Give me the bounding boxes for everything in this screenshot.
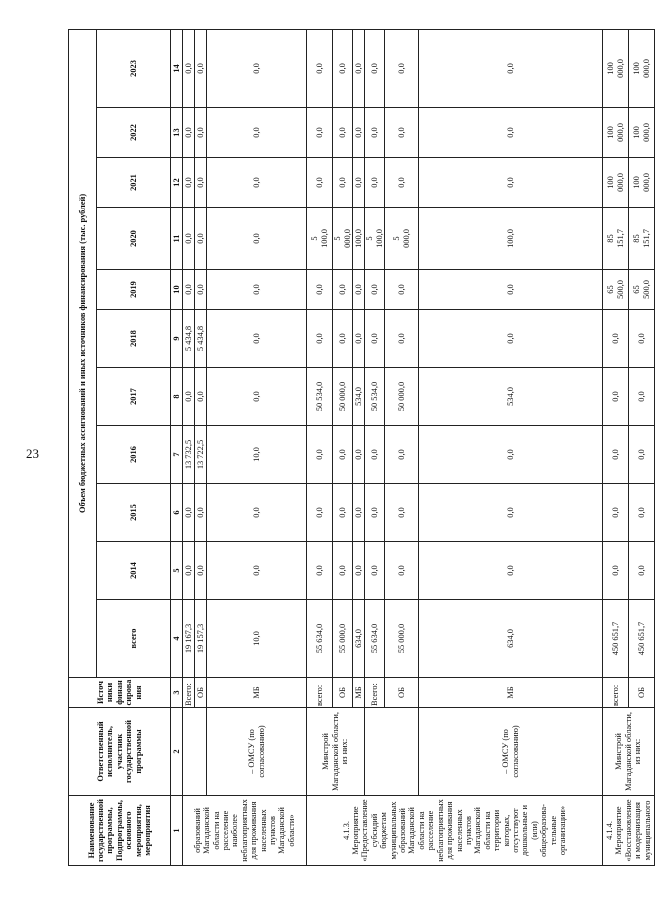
col-number: 2 bbox=[171, 708, 183, 796]
cell-value: 0,0 bbox=[419, 270, 603, 310]
cell-value: 0,0 bbox=[195, 484, 207, 542]
cell-value: 5 000,0 bbox=[333, 208, 353, 270]
cell-value: 100 000,0 bbox=[629, 108, 655, 158]
cell-value: 0,0 bbox=[629, 542, 655, 600]
cell-value: 13 722,5 bbox=[195, 426, 207, 484]
cell-value: 5 434,8 bbox=[195, 310, 207, 368]
cell-value: 0,0 bbox=[419, 542, 603, 600]
cell-value: 0,0 bbox=[307, 484, 333, 542]
col-number: 14 bbox=[171, 29, 183, 107]
cell-value: 100 000,0 bbox=[603, 158, 629, 208]
cell-value: 19 157,3 bbox=[195, 600, 207, 678]
header-year: 2016 bbox=[97, 426, 171, 484]
header-year: 2023 bbox=[97, 29, 171, 107]
row-source: всего: bbox=[307, 678, 333, 708]
cell-value: 0,0 bbox=[183, 484, 195, 542]
row-source: Всего: bbox=[365, 678, 385, 708]
cell-value: 0,0 bbox=[333, 270, 353, 310]
table-row bbox=[183, 29, 195, 865]
header-year: 2019 bbox=[97, 270, 171, 310]
row-name: образований Магаданской области на расселение наиболее неблагоприятных для проживания населенных пунктов Магаданской области» bbox=[183, 796, 307, 866]
cell-value: 0,0 bbox=[353, 310, 365, 368]
cell-value: 0,0 bbox=[385, 108, 419, 158]
header-year: 2020 bbox=[97, 208, 171, 270]
cell-value: 0,0 bbox=[195, 368, 207, 426]
financing-table bbox=[68, 29, 655, 866]
table-row bbox=[603, 29, 629, 865]
cell-value: 85 151,7 bbox=[629, 208, 655, 270]
col-number: 6 bbox=[171, 484, 183, 542]
cell-value: 0,0 bbox=[207, 270, 307, 310]
table-row bbox=[307, 29, 333, 865]
cell-value: 100 000,0 bbox=[629, 29, 655, 107]
cell-value: 0,0 bbox=[385, 542, 419, 600]
header-year: 2015 bbox=[97, 484, 171, 542]
row-source: ОБ bbox=[629, 678, 655, 708]
cell-value: 450 651,7 bbox=[629, 600, 655, 678]
cell-value: 0,0 bbox=[365, 108, 385, 158]
cell-value: 0,0 bbox=[419, 484, 603, 542]
cell-value: 55 000,0 bbox=[385, 600, 419, 678]
col-number: 13 bbox=[171, 108, 183, 158]
cell-value: 0,0 bbox=[419, 426, 603, 484]
cell-value: 100 000,0 bbox=[629, 158, 655, 208]
cell-value: 0,0 bbox=[183, 542, 195, 600]
cell-value: 0,0 bbox=[353, 270, 365, 310]
cell-value: 55 634,0 bbox=[307, 600, 333, 678]
page-number: 23 bbox=[26, 446, 39, 461]
cell-value: 0,0 bbox=[207, 208, 307, 270]
cell-value: 0,0 bbox=[307, 158, 333, 208]
cell-value: 0,0 bbox=[333, 426, 353, 484]
cell-value: 19 167,3 bbox=[183, 600, 195, 678]
col-number: 7 bbox=[171, 426, 183, 484]
cell-value: 0,0 bbox=[333, 29, 353, 107]
cell-value: 0,0 bbox=[385, 310, 419, 368]
cell-value: 0,0 bbox=[353, 158, 365, 208]
row-source: МБ bbox=[419, 678, 603, 708]
row-executor: – ОМСУ (по согласованию) bbox=[207, 708, 307, 796]
cell-value: 0,0 bbox=[385, 426, 419, 484]
col-number: 3 bbox=[171, 678, 183, 708]
cell-value: 0,0 bbox=[353, 542, 365, 600]
cell-value: 0,0 bbox=[333, 484, 353, 542]
header-year: 2017 bbox=[97, 368, 171, 426]
table-row bbox=[207, 29, 307, 865]
header-volume: Объем бюджетных ассигнований и иных источников финансирования (тыс. рублей) bbox=[69, 29, 97, 677]
cell-value: 0,0 bbox=[183, 270, 195, 310]
row-executor bbox=[365, 708, 419, 796]
cell-value: 100 000,0 bbox=[603, 108, 629, 158]
cell-value: 0,0 bbox=[603, 310, 629, 368]
cell-value: 534,0 bbox=[419, 368, 603, 426]
table-row bbox=[419, 29, 603, 865]
cell-value: 0,0 bbox=[419, 158, 603, 208]
cell-value: 0,0 bbox=[183, 108, 195, 158]
header-total: всего bbox=[97, 600, 171, 678]
cell-value: 5 100,0 bbox=[365, 208, 385, 270]
cell-value: 0,0 bbox=[365, 310, 385, 368]
rotated-table-page bbox=[68, 30, 652, 866]
cell-value: 0,0 bbox=[365, 158, 385, 208]
col-number: 9 bbox=[171, 310, 183, 368]
cell-value: 5 434,8 bbox=[183, 310, 195, 368]
cell-value: 0,0 bbox=[385, 270, 419, 310]
cell-value: 0,0 bbox=[629, 484, 655, 542]
cell-value: 100 000,0 bbox=[603, 29, 629, 107]
row-source: Всего: bbox=[183, 678, 195, 708]
cell-value: 10,0 bbox=[207, 600, 307, 678]
cell-value: 0,0 bbox=[353, 29, 365, 107]
cell-value: 450 651,7 bbox=[603, 600, 629, 678]
header-executor: Ответственный исполнитель, участник государственной программы bbox=[69, 708, 171, 796]
cell-value: 0,0 bbox=[365, 426, 385, 484]
row-name: 4.1.3. Мероприятие «Предоставление субсидий бюджетам муниципальных образований Магаданской области на расселение неблагоприятных для проживания населенных пунктов Магаданской области на территории которых, отсутствуют дошкольные и (или) общеобразова-тельные организации» bbox=[307, 796, 603, 866]
row-name: 4.1.4. Мероприятие «Восстановление и модернизация муниципального bbox=[603, 796, 655, 866]
cell-value: 0,0 bbox=[195, 270, 207, 310]
cell-value: 0,0 bbox=[353, 484, 365, 542]
cell-value: 65 500,0 bbox=[629, 270, 655, 310]
cell-value: 0,0 bbox=[195, 108, 207, 158]
cell-value: 0,0 bbox=[629, 310, 655, 368]
header-year: 2014 bbox=[97, 542, 171, 600]
cell-value: 0,0 bbox=[365, 484, 385, 542]
cell-value: 534,0 bbox=[353, 368, 365, 426]
col-number: 1 bbox=[171, 796, 183, 866]
cell-value: 634,0 bbox=[353, 600, 365, 678]
cell-value: 100,0 bbox=[419, 208, 603, 270]
row-executor: Минстрой Магаданской области, из них: bbox=[603, 708, 655, 796]
header-year: 2022 bbox=[97, 108, 171, 158]
col-number: 10 bbox=[171, 270, 183, 310]
cell-value: 0,0 bbox=[333, 108, 353, 158]
cell-value: 0,0 bbox=[333, 310, 353, 368]
cell-value: 0,0 bbox=[183, 368, 195, 426]
table-row bbox=[365, 29, 385, 865]
cell-value: 0,0 bbox=[207, 368, 307, 426]
col-number: 4 bbox=[171, 600, 183, 678]
cell-value: 0,0 bbox=[307, 426, 333, 484]
row-source: МБ bbox=[207, 678, 307, 708]
row-executor: Минстрой Магаданской области, из них: bbox=[307, 708, 365, 796]
cell-value: 10,0 bbox=[207, 426, 307, 484]
cell-value: 0,0 bbox=[307, 542, 333, 600]
cell-value: 0,0 bbox=[353, 426, 365, 484]
header-year: 2018 bbox=[97, 310, 171, 368]
header-name: Наименование государственной программы, Подпрограммы, основного мероприятия, мероприятия bbox=[69, 796, 171, 866]
cell-value: 50 000,0 bbox=[333, 368, 353, 426]
cell-value: 0,0 bbox=[603, 368, 629, 426]
cell-value: 50 534,0 bbox=[365, 368, 385, 426]
cell-value: 0,0 bbox=[419, 310, 603, 368]
cell-value: 0,0 bbox=[603, 426, 629, 484]
cell-value: 0,0 bbox=[629, 368, 655, 426]
row-source: ОБ bbox=[333, 678, 353, 708]
cell-value: 0,0 bbox=[333, 158, 353, 208]
cell-value: 0,0 bbox=[365, 542, 385, 600]
col-number: 12 bbox=[171, 158, 183, 208]
cell-value: 5 000,0 bbox=[385, 208, 419, 270]
cell-value: 5 100,0 bbox=[307, 208, 333, 270]
cell-value: 13 732,5 bbox=[183, 426, 195, 484]
cell-value: 85 151,7 bbox=[603, 208, 629, 270]
cell-value: 0,0 bbox=[419, 29, 603, 107]
cell-value: 0,0 bbox=[195, 29, 207, 107]
cell-value: 0,0 bbox=[603, 484, 629, 542]
cell-value: 0,0 bbox=[195, 542, 207, 600]
cell-value: 50 534,0 bbox=[307, 368, 333, 426]
cell-value: 0,0 bbox=[385, 29, 419, 107]
cell-value: 0,0 bbox=[629, 426, 655, 484]
cell-value: 0,0 bbox=[183, 158, 195, 208]
cell-value: 0,0 bbox=[307, 29, 333, 107]
cell-value: 100,0 bbox=[353, 208, 365, 270]
header-source: Источники финансирования bbox=[69, 678, 171, 708]
row-source: МБ bbox=[353, 678, 365, 708]
cell-value: 0,0 bbox=[183, 208, 195, 270]
cell-value: 0,0 bbox=[419, 108, 603, 158]
header-year: 2021 bbox=[97, 158, 171, 208]
cell-value: 0,0 bbox=[207, 484, 307, 542]
row-source: ОБ bbox=[385, 678, 419, 708]
cell-value: 0,0 bbox=[195, 158, 207, 208]
col-number: 8 bbox=[171, 368, 183, 426]
cell-value: 0,0 bbox=[365, 270, 385, 310]
cell-value: 0,0 bbox=[183, 29, 195, 107]
row-source: всего: bbox=[603, 678, 629, 708]
cell-value: 0,0 bbox=[353, 108, 365, 158]
row-source: ОБ bbox=[195, 678, 207, 708]
cell-value: 55 634,0 bbox=[365, 600, 385, 678]
cell-value: 0,0 bbox=[207, 29, 307, 107]
row-executor bbox=[183, 708, 207, 796]
cell-value: 55 000,0 bbox=[333, 600, 353, 678]
cell-value: 50 000,0 bbox=[385, 368, 419, 426]
cell-value: 65 500,0 bbox=[603, 270, 629, 310]
row-executor: – ОМСУ (по согласованию) bbox=[419, 708, 603, 796]
col-number: 5 bbox=[171, 542, 183, 600]
cell-value: 0,0 bbox=[307, 310, 333, 368]
col-number: 11 bbox=[171, 208, 183, 270]
cell-value: 0,0 bbox=[207, 158, 307, 208]
cell-value: 0,0 bbox=[307, 108, 333, 158]
cell-value: 0,0 bbox=[333, 542, 353, 600]
cell-value: 0,0 bbox=[207, 108, 307, 158]
cell-value: 634,0 bbox=[419, 600, 603, 678]
cell-value: 0,0 bbox=[195, 208, 207, 270]
cell-value: 0,0 bbox=[385, 484, 419, 542]
cell-value: 0,0 bbox=[207, 542, 307, 600]
cell-value: 0,0 bbox=[207, 310, 307, 368]
cell-value: 0,0 bbox=[307, 270, 333, 310]
cell-value: 0,0 bbox=[385, 158, 419, 208]
cell-value: 0,0 bbox=[365, 29, 385, 107]
cell-value: 0,0 bbox=[603, 542, 629, 600]
